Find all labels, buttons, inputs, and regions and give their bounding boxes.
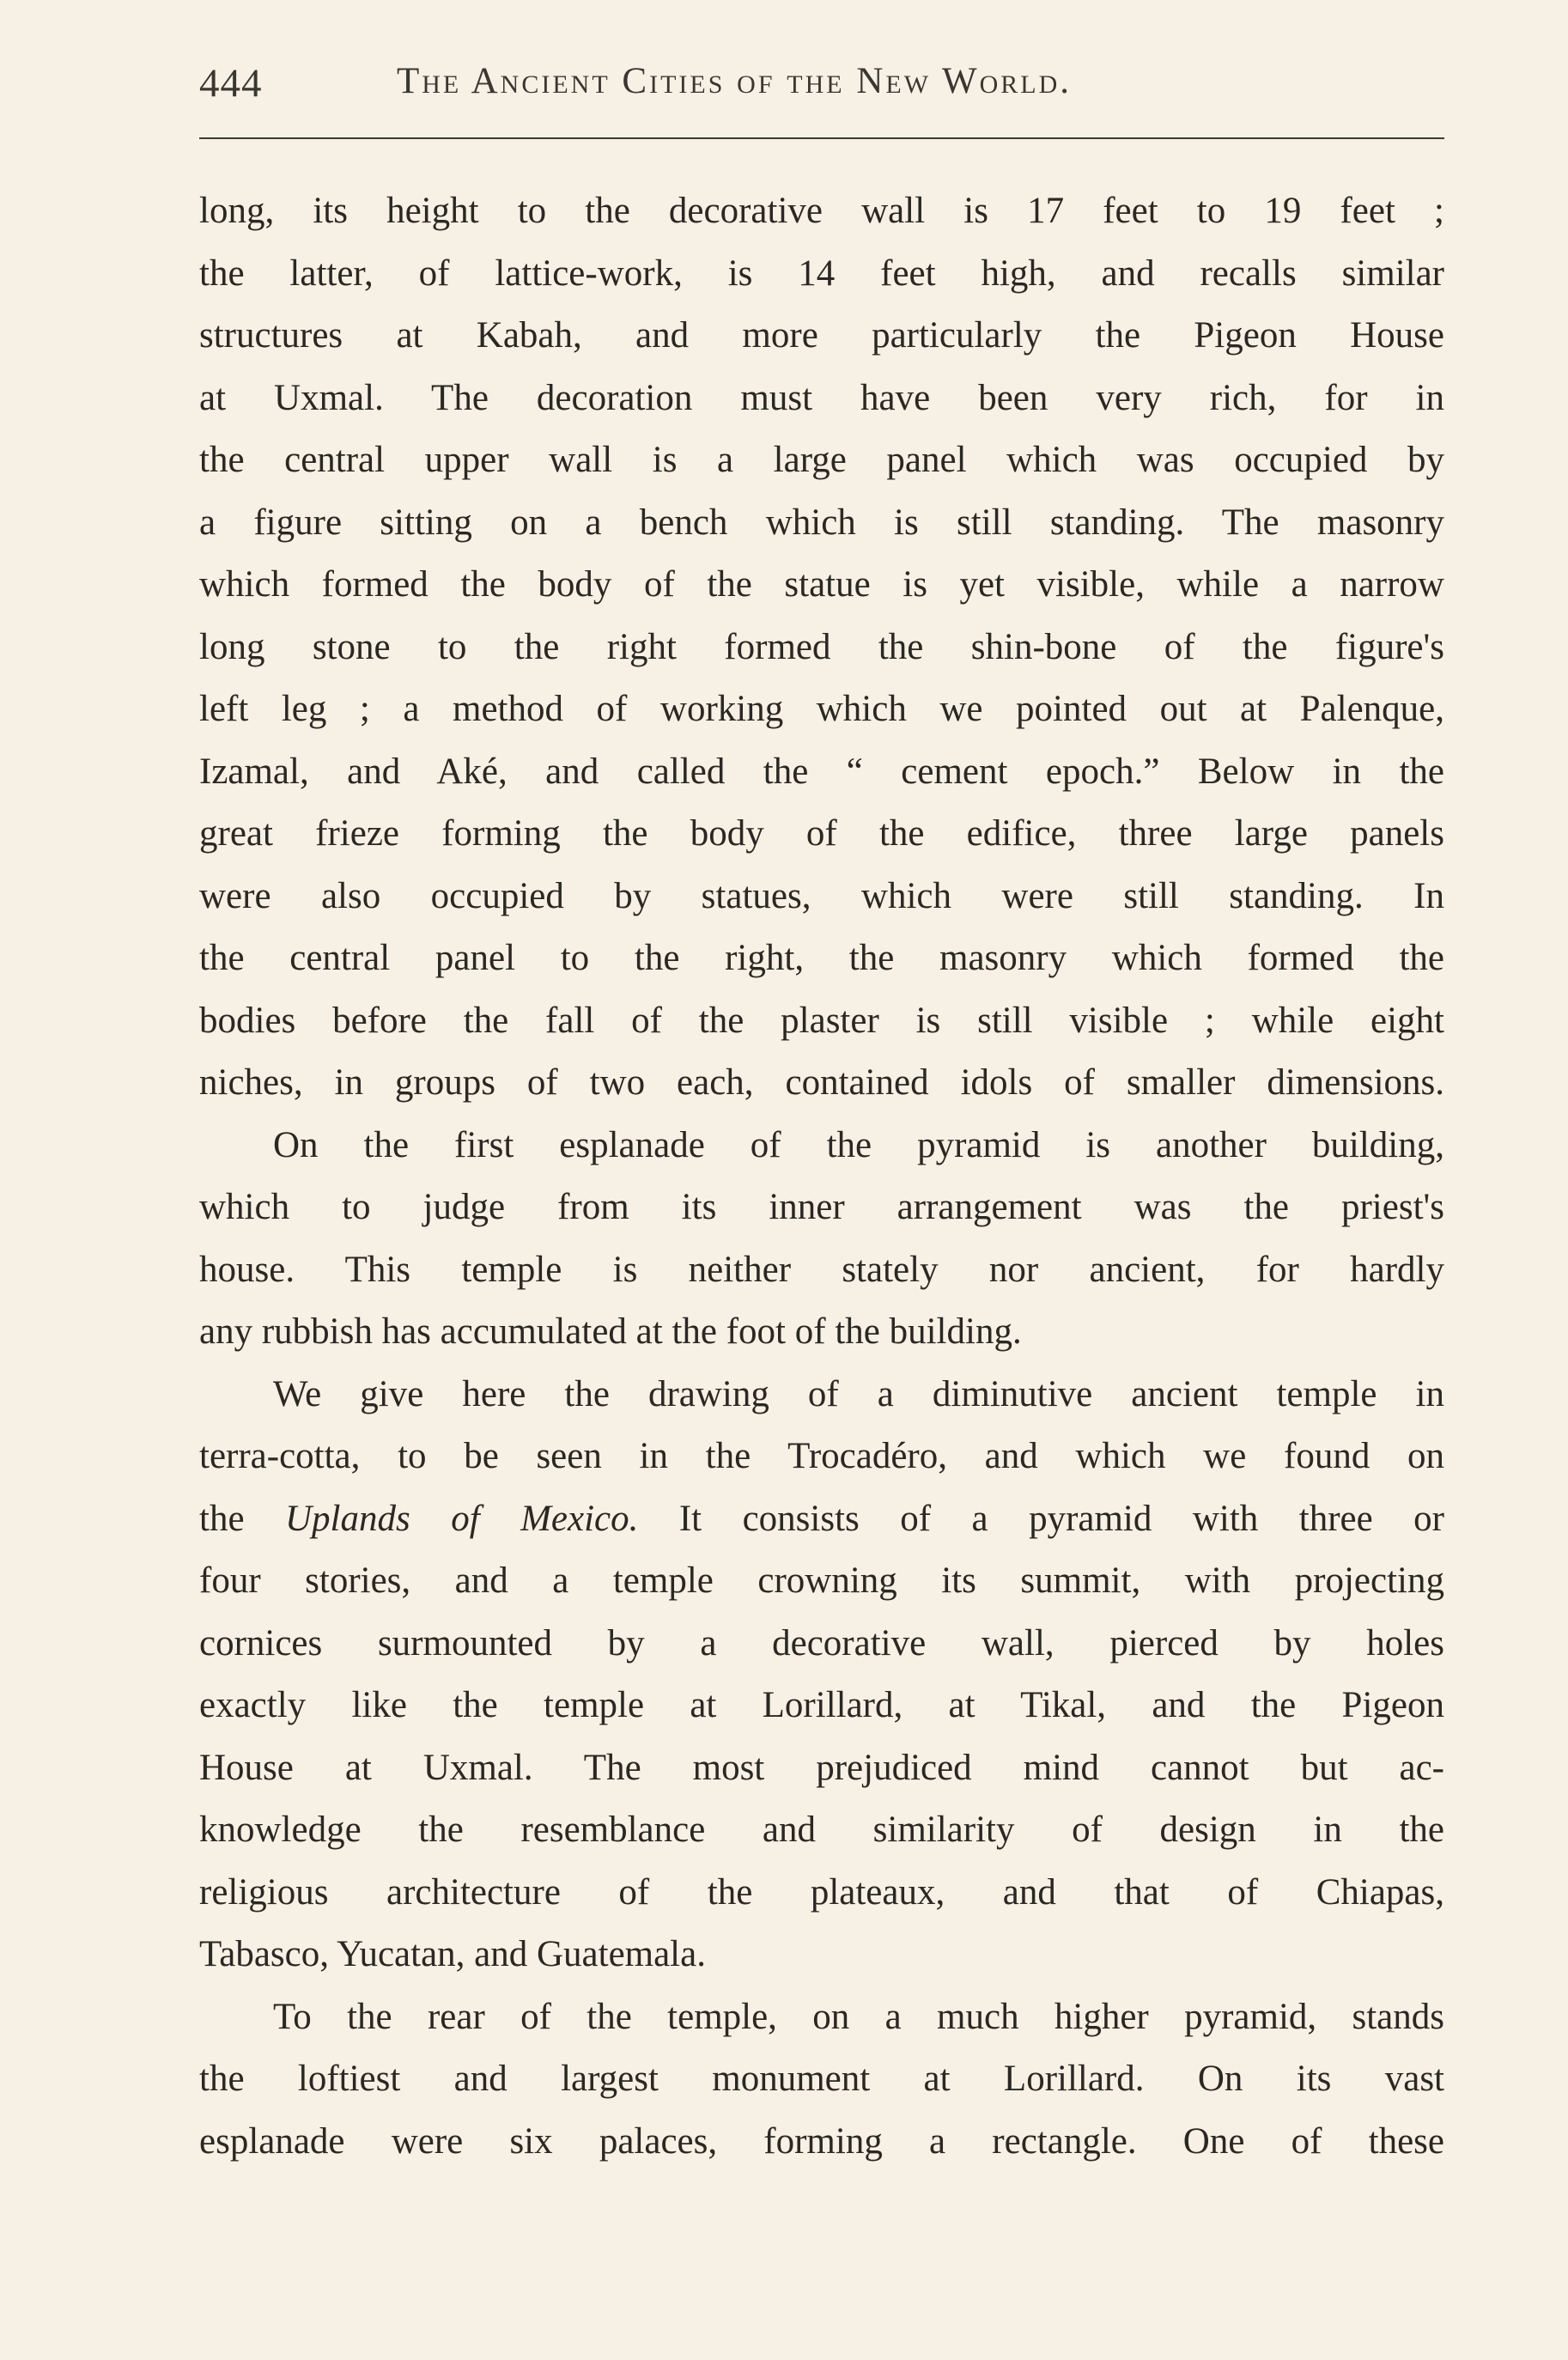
text-line: at Uxmal. The decoration must have been very rich, for in [199, 377, 1444, 418]
text-fragment: It consists of a pyramid with three or [638, 1498, 1444, 1539]
text-line: Izamal, and Aké, and called the “ cement epoch.” Below in the [199, 751, 1444, 792]
text-line: On the first esplanade of the pyramid is another building, [273, 1124, 1444, 1165]
running-title: The Ancient Cities of the New World. [397, 61, 1072, 101]
text-line: long stone to the right formed the shin-bone of the figure's [199, 626, 1444, 667]
text-line: House at Uxmal. The most prejudiced mind cannot but ac- [199, 1747, 1444, 1788]
text-line: the latter, of lattice-work, is 14 feet high, and recalls similar [199, 252, 1444, 294]
text-line: structures at Kabah, and more particularly the Pigeon House [199, 315, 1444, 356]
italic-title: Uplands of Mexico. [285, 1498, 639, 1539]
text-line: the loftiest and largest monument at Lorillard. On its vast [199, 2059, 1444, 2099]
text-line: bodies before the fall of the plaster is still visible ; while eight [199, 1000, 1444, 1041]
paragraph-3 [199, 1364, 1444, 1986]
text-line: great frieze forming the body of the edifice, three large panels [199, 813, 1444, 854]
text-line: were also occupied by statues, which were still standing. In [199, 875, 1444, 916]
text-line: We give here the drawing of a diminutive ancient temple in [273, 1373, 1444, 1414]
text-line: exactly like the temple at Lorillard, at Tikal, and the Pigeon [199, 1685, 1444, 1725]
text-line: knowledge the resemblance and similarity of design in the [199, 1810, 1444, 1850]
text-line: religious architecture of the plateaux, and that of Chiapas, [199, 1871, 1444, 1913]
text-line: esplanade were six palaces, forming a rectangle. One of these [199, 2120, 1444, 2162]
paragraph-2 [199, 1115, 1444, 1364]
page-number: 444 [199, 61, 263, 106]
text-line: the central upper wall is a large panel which was occupied by [199, 440, 1444, 480]
text-line: house. This temple is neither stately nor ancient, for hardly [199, 1249, 1444, 1290]
text-line: any rubbish has accumulated at the foot of the building. [199, 1311, 1022, 1352]
text-line: cornices surmounted by a decorative wall, pierced by holes [199, 1622, 1444, 1664]
text-line: niches, in groups of two each, contained idols of smaller dimensions. [199, 1062, 1444, 1103]
header-rule [199, 137, 1444, 139]
paragraph-1 [199, 180, 1444, 1115]
text-line: the central panel to the right, the masonry which formed the [199, 938, 1444, 978]
running-head [199, 55, 1444, 117]
text-line: long, its height to the decorative wall is 17 feet to 19 feet ; [199, 191, 1444, 231]
text-line-with-italic [199, 1488, 1444, 1551]
text-line: which formed the body of the statue is yet visible, while a narrow [199, 564, 1444, 605]
text-line: left leg ; a method of working which we pointed out at Palenque, [199, 689, 1444, 729]
paragraph-4 [199, 1986, 1444, 2174]
text-fragment: the [199, 1498, 285, 1539]
text-line: four stories, and a temple crowning its summit, with projecting [199, 1560, 1444, 1601]
text-line: To the rear of the temple, on a much higher pyramid, stands [273, 1996, 1444, 2037]
text-line: which to judge from its inner arrangement was the priest's [199, 1187, 1444, 1227]
body-text [199, 180, 1444, 2173]
text-line: Tabasco, Yucatan, and Guatemala. [199, 1934, 706, 1974]
text-line: terra-cotta, to be seen in the Trocadéro, and which we found on [199, 1436, 1444, 1476]
text-line: a figure sitting on a bench which is still standing. The masonry [199, 502, 1444, 543]
